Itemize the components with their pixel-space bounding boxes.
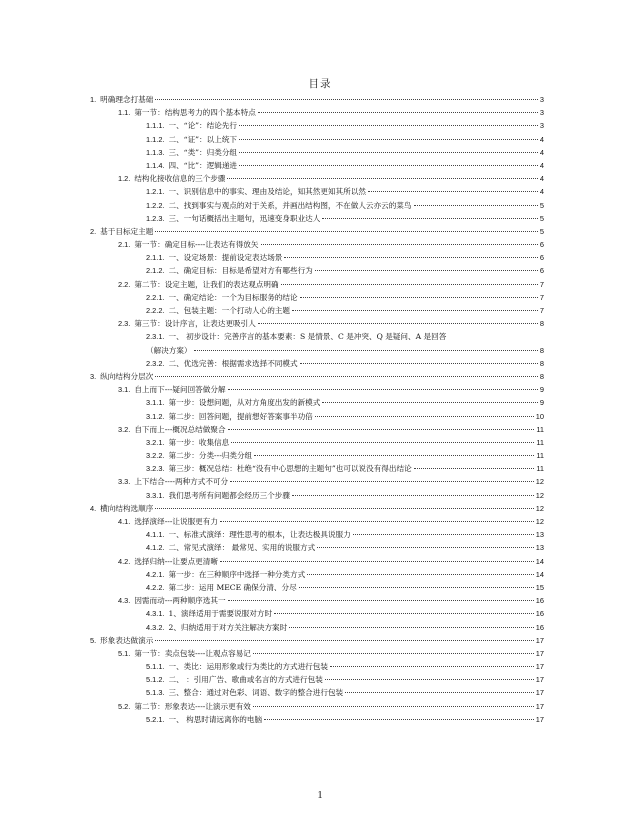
toc-entry-number: 1.2.1. [146, 187, 165, 197]
toc-entry-title: 二、常见式演绎： 最常见、实用的说服方式 [168, 543, 316, 553]
toc-leader-dots [330, 665, 534, 667]
toc-entry[interactable] [90, 647, 544, 660]
toc-entry[interactable] [90, 330, 544, 356]
toc-entry-title: 第二节：设定主题，让我们的表达观点明确 [134, 279, 279, 289]
toc-entry[interactable] [90, 396, 544, 409]
toc-entry-number: 2.3.1. [146, 332, 165, 342]
toc-entry-number: 1. [90, 95, 97, 104]
toc-entry-title: 横向结构选顺序 [100, 503, 154, 513]
toc-entry-title: 二、包装主题：一个打动人心的主题 [168, 306, 290, 315]
toc-entry-number: 5.2.1. [146, 714, 165, 724]
toc-entry-title: 一、类比：运用形象或行为类比的方式进行包装 [168, 662, 328, 672]
toc-entry-number: 5.2. [118, 701, 131, 711]
toc-entry-page: 8 [539, 345, 544, 355]
toc-leader-dots [414, 467, 535, 469]
toc-entry-number: 2.1.2. [146, 266, 165, 276]
toc-entry-number: 2.3. [118, 319, 131, 329]
toc-leader-dots [264, 718, 534, 720]
toc-leader-dots [274, 612, 534, 614]
toc-entry-number: 1.1.4. [146, 160, 165, 170]
toc-entry-number: 3.1. [118, 385, 131, 395]
toc-entry[interactable] [90, 489, 544, 502]
toc-entry-number: 2.2. [118, 279, 131, 289]
toc-entry[interactable] [90, 673, 544, 686]
toc-entry[interactable] [90, 607, 544, 620]
toc-entry-page: 8 [539, 358, 544, 368]
toc-entry-page: 9 [539, 385, 544, 395]
toc-entry-page: 13 [535, 543, 544, 553]
toc-entry-title: 第二节：形象表达----让演示更有效 [134, 701, 251, 711]
toc-entry-title: 二、优选完善：根据需求选择不同模式 [168, 358, 298, 368]
toc-entry-page: 3 [539, 95, 544, 104]
toc-entry-page: 7 [539, 292, 544, 302]
toc-entry-page: 5 [539, 226, 544, 236]
toc-entry-number: 1.1.1. [146, 121, 165, 131]
toc-leader-dots [325, 678, 534, 680]
toc-entry-number: 4.3. [118, 596, 131, 606]
toc-entry[interactable] [90, 357, 544, 370]
toc-leader-dots [317, 546, 534, 548]
toc-leader-dots [281, 283, 538, 285]
toc-leader-dots [155, 230, 538, 232]
toc-entry[interactable] [90, 291, 544, 304]
toc-entry-page: 4 [539, 147, 544, 157]
toc-entry[interactable] [90, 686, 544, 699]
toc-entry-title: 二、确定目标：目标是希望对方有哪些行为 [168, 266, 313, 276]
toc-entry[interactable] [90, 119, 544, 132]
toc-leader-dots [322, 401, 538, 403]
toc-leader-dots [239, 124, 538, 126]
toc-entry-page: 6 [539, 253, 544, 263]
toc-entry-number: 1.1. [118, 108, 131, 118]
toc-entry-page: 11 [536, 424, 544, 434]
toc-entry[interactable] [90, 660, 544, 673]
toc-leader-dots [220, 560, 534, 562]
toc-entry-page: 14 [535, 556, 544, 566]
table-of-contents [90, 93, 544, 726]
toc-entry-number: 2.2.2. [146, 306, 165, 315]
toc-entry-number: 3.3. [118, 477, 131, 487]
toc-entry-page: 16 [535, 596, 544, 606]
toc-entry-title: 四、“比”：逻辑递进 [168, 160, 238, 170]
toc-leader-dots [253, 705, 534, 707]
toc-leader-dots [228, 388, 538, 390]
toc-entry-number: 1.2.2. [146, 200, 165, 210]
toc-entry-page: 10 [535, 411, 544, 421]
toc-entry[interactable] [90, 528, 544, 541]
toc-entry-page: 11 [536, 437, 544, 447]
toc-entry[interactable] [90, 370, 544, 383]
toc-entry-number: 3.2.1. [146, 437, 165, 447]
toc-entry-number: 4.2.1. [146, 569, 165, 579]
toc-entry-title: 二、 ：引用广告、歌曲或名言的方式进行包装 [168, 675, 323, 685]
toc-leader-dots [155, 375, 538, 377]
toc-entry-title: 基于目标定主题 [100, 226, 154, 236]
toc-entry-page: 14 [535, 569, 544, 579]
toc-entry[interactable] [90, 462, 544, 475]
toc-entry-title: 上下结合----两种方式不可分 [134, 477, 229, 487]
toc-entry[interactable] [90, 225, 544, 238]
toc-entry-title: 纵向结构分层次 [100, 371, 154, 381]
toc-leader-dots [315, 269, 538, 271]
toc-entry-page: 12 [535, 503, 544, 513]
toc-leader-dots [345, 691, 534, 693]
toc-entry-title: 形象表达做演示 [100, 635, 154, 645]
toc-entry-page: 12 [535, 477, 544, 487]
toc-entry-number: 4.2. [118, 556, 131, 566]
toc-entry-title: 一、 初步设计：完善序言的基本要素：S 是情景、C 是冲突、Q 是疑问、A 是回答 [168, 332, 447, 342]
toc-entry-title: 明确理念打基础 [100, 95, 154, 104]
toc-leader-dots [220, 520, 534, 522]
toc-leader-dots [239, 164, 538, 166]
toc-entry[interactable] [90, 634, 544, 647]
toc-entry-title: 选择演绎---让说服更有力 [134, 517, 218, 527]
toc-entry-number: 5.1.2. [146, 675, 165, 685]
toc-entry-number: 3.3.1. [146, 490, 165, 500]
toc-entry[interactable] [90, 317, 544, 330]
toc-entry-title: 结构化接收信息的三个步骤 [134, 174, 226, 184]
toc-entry-page: 4 [539, 160, 544, 170]
toc-entry-title: 一、“论”：结论先行 [168, 121, 238, 131]
toc-entry[interactable] [90, 515, 544, 528]
toc-entry-number: 2.2.1. [146, 292, 165, 302]
toc-leader-dots [368, 190, 538, 192]
toc-entry-page: 17 [535, 635, 544, 645]
toc-entry-title: 第一步：设想问题，从对方角度出发的新模式 [168, 398, 321, 408]
toc-entry-number: 5.1.3. [146, 688, 165, 698]
toc-entry-number: 1.2.3. [146, 213, 165, 223]
toc-leader-dots [228, 428, 535, 430]
toc-entry-number: 4.1.2. [146, 543, 165, 553]
toc-entry-page: 17 [535, 701, 544, 711]
toc-entry-page: 4 [539, 187, 544, 197]
toc-entry[interactable] [90, 541, 544, 554]
toc-entry-page: 3 [539, 108, 544, 118]
toc-leader-dots [292, 494, 534, 496]
toc-entry-page: 5 [539, 213, 544, 223]
toc-leader-dots [258, 111, 538, 113]
toc-leader-dots [194, 349, 538, 351]
toc-entry[interactable] [90, 238, 544, 251]
toc-entry-page: 4 [539, 134, 544, 144]
toc-entry-page: 5 [539, 200, 544, 210]
page-title: 目录 [308, 78, 332, 90]
toc-entry-title: 第一节：确定目标----让表达有得放矢 [134, 240, 259, 250]
toc-leader-dots [253, 652, 534, 654]
toc-entry-page: 17 [535, 714, 544, 724]
toc-entry-page: 17 [535, 648, 544, 658]
toc-leader-dots [230, 480, 534, 482]
toc-entry[interactable] [90, 383, 544, 396]
toc-entry-number: 3.1.2. [146, 411, 165, 421]
toc-leader-dots [227, 177, 537, 179]
toc-entry-title: 一、标准式演绎：理性思考的根本，让表达极具说服力 [168, 530, 351, 540]
toc-leader-dots [239, 151, 538, 153]
page-number: 1 [317, 790, 323, 801]
toc-entry-title: 一、确定结论：一个为目标服务的结论 [168, 292, 298, 302]
toc-entry[interactable] [90, 555, 544, 568]
toc-entry-number: 3.1.1. [146, 398, 165, 408]
toc-entry-title: 二、“证”：以上统下 [168, 134, 238, 144]
toc-entry-number: 4. [90, 503, 97, 513]
toc-leader-dots [300, 362, 538, 364]
toc-entry-title: 一、设定场景：提前设定表达场景 [168, 253, 283, 263]
toc-entry-page: 11 [536, 464, 544, 474]
toc-entry-number: 2.1. [118, 240, 131, 250]
toc-entry-title: 第二步：运用 MECE 确保分清、分尽 [168, 582, 297, 592]
toc-entry-page: 16 [535, 609, 544, 619]
toc-entry-number: 2. [90, 226, 97, 236]
toc-entry[interactable] [90, 568, 544, 581]
toc-entry-page: 9 [539, 398, 544, 408]
toc-entry-number: 4.3.2. [146, 622, 165, 632]
toc-leader-dots [322, 217, 538, 219]
toc-entry-title: 第一节：卖点包装----让观点容易记 [134, 648, 251, 658]
toc-entry[interactable] [90, 475, 544, 488]
toc-entry-title: 第一步：在三种顺序中选择一种分类方式 [168, 569, 306, 579]
toc-entry-page: 6 [539, 240, 544, 250]
toc-entry[interactable] [90, 264, 544, 277]
toc-entry[interactable] [90, 502, 544, 515]
toc-entry[interactable] [90, 93, 544, 106]
toc-entry-number: 3.2.2. [146, 451, 165, 461]
toc-entry-number: 5.1.1. [146, 662, 165, 672]
toc-entry[interactable] [90, 212, 544, 225]
toc-entry[interactable] [90, 621, 544, 634]
toc-leader-dots [299, 586, 534, 588]
toc-leader-dots [414, 204, 538, 206]
toc-entry[interactable] [90, 106, 544, 119]
toc-leader-dots [284, 256, 537, 258]
toc-entry-title: 2、归纳适用于对方关注解决方案时 [168, 622, 288, 632]
toc-entry-page: 3 [539, 121, 544, 131]
toc-entry[interactable] [90, 185, 544, 198]
toc-entry-title: 一、识别信息中的事实、理由及结论，知其然更知其所以然 [168, 187, 366, 197]
toc-entry-title: 二、找到事实与观点的对于关系，并画出结构图，不在做人云亦云的菜鸟 [168, 200, 412, 210]
toc-entry-title: 因需而动---两种顺序选其一 [134, 596, 226, 606]
toc-entry-page: 17 [535, 688, 544, 698]
toc-entry[interactable] [90, 146, 544, 159]
toc-entry-page: 17 [535, 675, 544, 685]
toc-entry[interactable] [90, 436, 544, 449]
toc-entry-number: 4.3.1. [146, 609, 165, 619]
toc-entry-page: 6 [539, 266, 544, 276]
toc-leader-dots [155, 98, 538, 100]
toc-entry-page: 15 [535, 582, 544, 592]
toc-entry-page: 17 [535, 662, 544, 672]
toc-entry-title: 三、整合：通过对色彩、词语、数字的整合进行包装 [168, 688, 344, 698]
toc-entry-page: 12 [535, 517, 544, 527]
toc-entry-number: 3.2.3. [146, 464, 165, 474]
toc-entry-number: 5. [90, 635, 97, 645]
toc-leader-dots [155, 507, 533, 509]
toc-entry[interactable] [90, 251, 544, 264]
toc-leader-dots [228, 599, 534, 601]
toc-entry-title: 自下而上---概况总结做聚合 [134, 424, 226, 434]
toc-entry-number: 4.1. [118, 517, 131, 527]
toc-entry[interactable] [90, 700, 544, 713]
toc-entry[interactable] [90, 304, 544, 317]
toc-leader-dots [231, 441, 534, 443]
toc-entry-title: 三、“类”：归类分组 [168, 147, 238, 157]
toc-entry-page: 13 [535, 530, 544, 540]
toc-entry[interactable] [90, 133, 544, 146]
toc-entry-page: 8 [539, 319, 544, 329]
toc-entry[interactable] [90, 172, 544, 185]
toc-entry-title: 我们思考所有问题都会经历三个步骤 [168, 490, 290, 500]
toc-leader-dots [239, 138, 538, 140]
toc-leader-dots [353, 533, 534, 535]
toc-leader-dots [307, 573, 534, 575]
toc-entry-number: 4.1.1. [146, 530, 165, 540]
toc-entry-title: 1、演绎适用于需要说服对方时 [168, 609, 273, 619]
toc-leader-dots [155, 639, 533, 641]
toc-entry[interactable] [90, 423, 544, 436]
toc-leader-dots [315, 415, 534, 417]
toc-entry-title: 一、 构思时请远离你的电脑 [168, 714, 263, 724]
toc-entry-number: 4.2.2. [146, 582, 165, 592]
toc-entry-page: 16 [535, 622, 544, 632]
toc-entry-page: 4 [539, 174, 544, 184]
toc-leader-dots [292, 309, 538, 311]
toc-entry-number: 2.1.1. [146, 253, 165, 263]
toc-entry-title: 第二步：回答问题，提前想好答案事半功倍 [168, 411, 313, 421]
toc-entry-title: 自上而下---疑问回答做分解 [134, 385, 226, 395]
toc-entry[interactable] [90, 410, 544, 423]
toc-entry[interactable] [90, 713, 544, 726]
toc-entry-page: 7 [539, 306, 544, 315]
toc-entry[interactable] [90, 199, 544, 212]
toc-entry-page: 11 [536, 451, 544, 461]
toc-entry-page: 7 [539, 279, 544, 289]
toc-entry-title: 第一步：收集信息 [168, 437, 230, 447]
toc-leader-dots [258, 322, 538, 324]
toc-entry[interactable] [90, 581, 544, 594]
toc-entry-number: 1.1.2. [146, 134, 165, 144]
toc-entry-title: 选择归纳---让要点更清晰 [134, 556, 218, 566]
toc-entry[interactable] [90, 594, 544, 607]
toc-entry-number: 3. [90, 371, 97, 381]
toc-entry-number: 2.3.2. [146, 358, 165, 368]
toc-leader-dots [289, 626, 534, 628]
toc-entry-title: 三、一句话概括出主题句，迅速变身职业达人 [168, 213, 321, 223]
toc-entry[interactable] [90, 159, 544, 172]
toc-entry[interactable] [90, 278, 544, 291]
toc-entry-title: 第二步：分类---归类分组 [168, 451, 253, 461]
toc-leader-dots [254, 454, 534, 456]
toc-entry-number: 5.1. [118, 648, 131, 658]
toc-entry-title-continued: （解决方案） [146, 345, 192, 355]
toc-entry-number: 1.2. [118, 174, 131, 184]
toc-entry-title: 第三节：设计序言，让表达更吸引人 [134, 319, 256, 329]
toc-entry-number: 3.2. [118, 424, 131, 434]
toc-entry[interactable] [90, 449, 544, 462]
toc-entry-page: 8 [539, 371, 544, 381]
toc-entry-title: 第三步：概况总结：杜绝“没有中心思想的主题句”也可以说没有得出结论 [168, 464, 412, 474]
toc-entry-page: 12 [535, 490, 544, 500]
toc-leader-dots [261, 243, 538, 245]
toc-leader-dots [300, 296, 538, 298]
toc-entry-number: 1.1.3. [146, 147, 165, 157]
toc-entry-title: 第一节：结构思考力的四个基本特点 [134, 108, 256, 118]
